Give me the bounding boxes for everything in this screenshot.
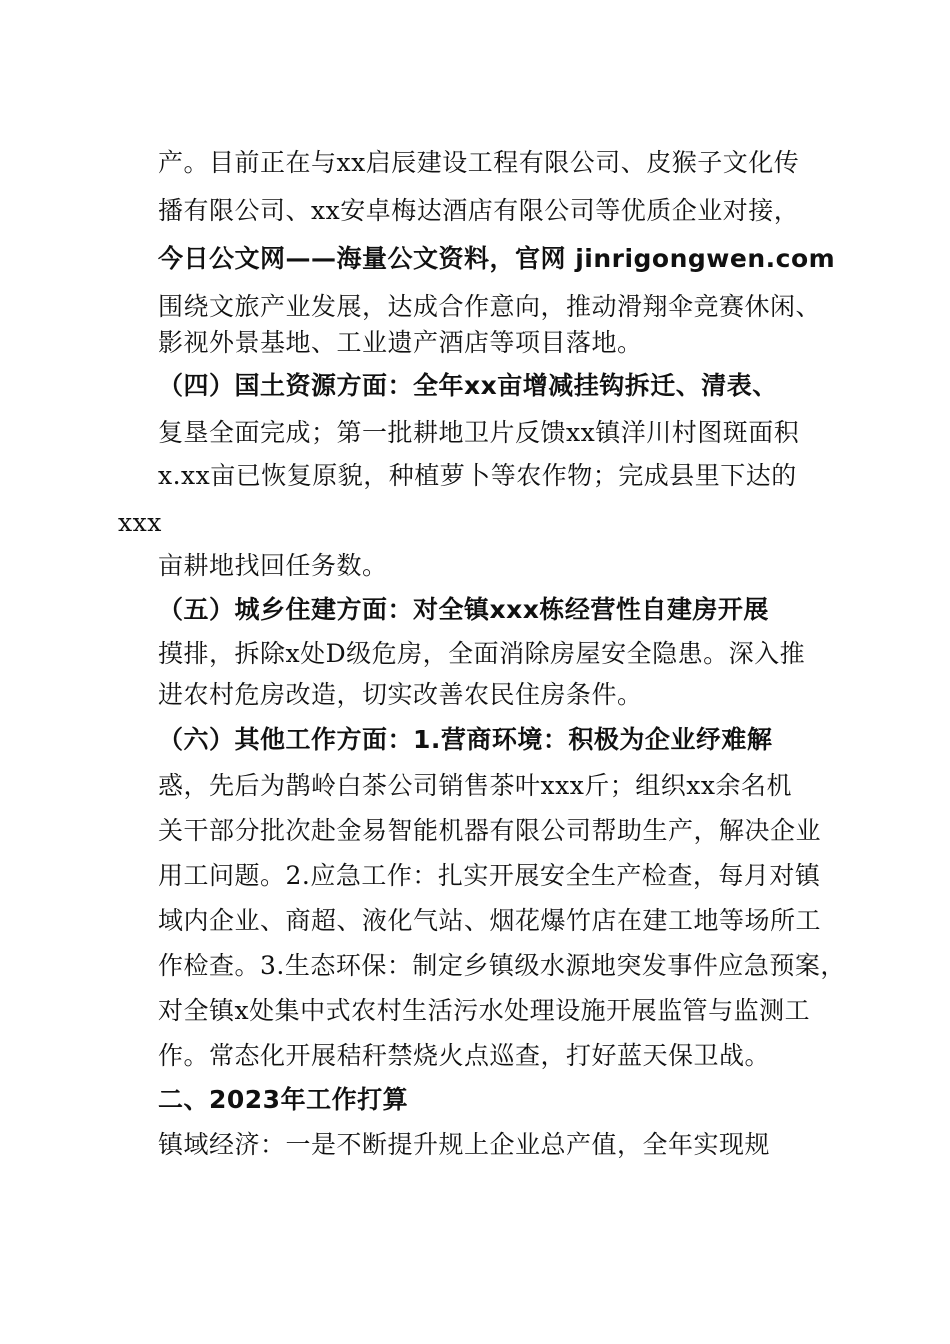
section-heading-other: （六）其他工作方面：1.营商环境：积极为企业纾难解: [158, 725, 773, 754]
paragraph-line: x.xx亩已恢复原貌，种植萝卜等农作物；完成县里下达的: [158, 461, 797, 490]
paragraph-line: xxx: [118, 508, 162, 537]
watermark-line: 今日公文网——海量公文资料，官网 jinrigongwen.com: [158, 244, 836, 273]
paragraph-line: 域内企业、商超、液化气站、烟花爆竹店在建工地等场所工: [158, 906, 822, 935]
paragraph-line: 对全镇x处集中式农村生活污水处理设施开展监管与监测工: [158, 996, 811, 1025]
paragraph-line: 作。常态化开展秸秆禁烧火点巡查，打好蓝天保卫战。: [158, 1041, 771, 1070]
paragraph-line: 镇域经济：一是不断提升规上企业总产值，全年实现规: [158, 1130, 771, 1159]
paragraph-line: 播有限公司、xx安卓梅达酒店有限公司等优质企业对接，: [158, 196, 800, 225]
section-heading-plan: 二、2023年工作打算: [158, 1085, 409, 1114]
paragraph-line: 关干部分批次赴金易智能机器有限公司帮助生产，解决企业: [158, 816, 822, 845]
section-heading-housing: （五）城乡住建方面：对全镇xxx栋经营性自建房开展: [158, 595, 769, 624]
paragraph-line: 摸排，拆除x处D级危房，全面消除房屋安全隐患。深入推: [158, 639, 806, 668]
paragraph-line: 作检查。3.生态环保：制定乡镇级水源地突发事件应急预案，: [158, 951, 846, 980]
paragraph-line: 围绕文旅产业发展，达成合作意向，推动滑翔伞竞赛休闲、: [158, 292, 822, 321]
paragraph-line: 用工问题。2.应急工作：扎实开展安全生产检查，每月对镇: [158, 861, 821, 890]
paragraph-line: 产。目前正在与xx启辰建设工程有限公司、皮猴子文化传: [158, 148, 800, 177]
paragraph-line: 影视外景基地、工业遗产酒店等项目落地。: [158, 328, 643, 357]
paragraph-line: 复垦全面完成；第一批耕地卫片反馈xx镇洋川村图斑面积: [158, 418, 800, 447]
paragraph-line: 亩耕地找回任务数。: [158, 551, 388, 580]
paragraph-line: 惑，先后为鹊岭白茶公司销售茶叶xxx斤；组织xx余名机: [158, 771, 792, 800]
section-heading-land: （四）国土资源方面：全年xx亩增减挂钩拆迁、清表、: [158, 371, 778, 400]
paragraph-line: 进农村危房改造，切实改善农民住房条件。: [158, 680, 643, 709]
